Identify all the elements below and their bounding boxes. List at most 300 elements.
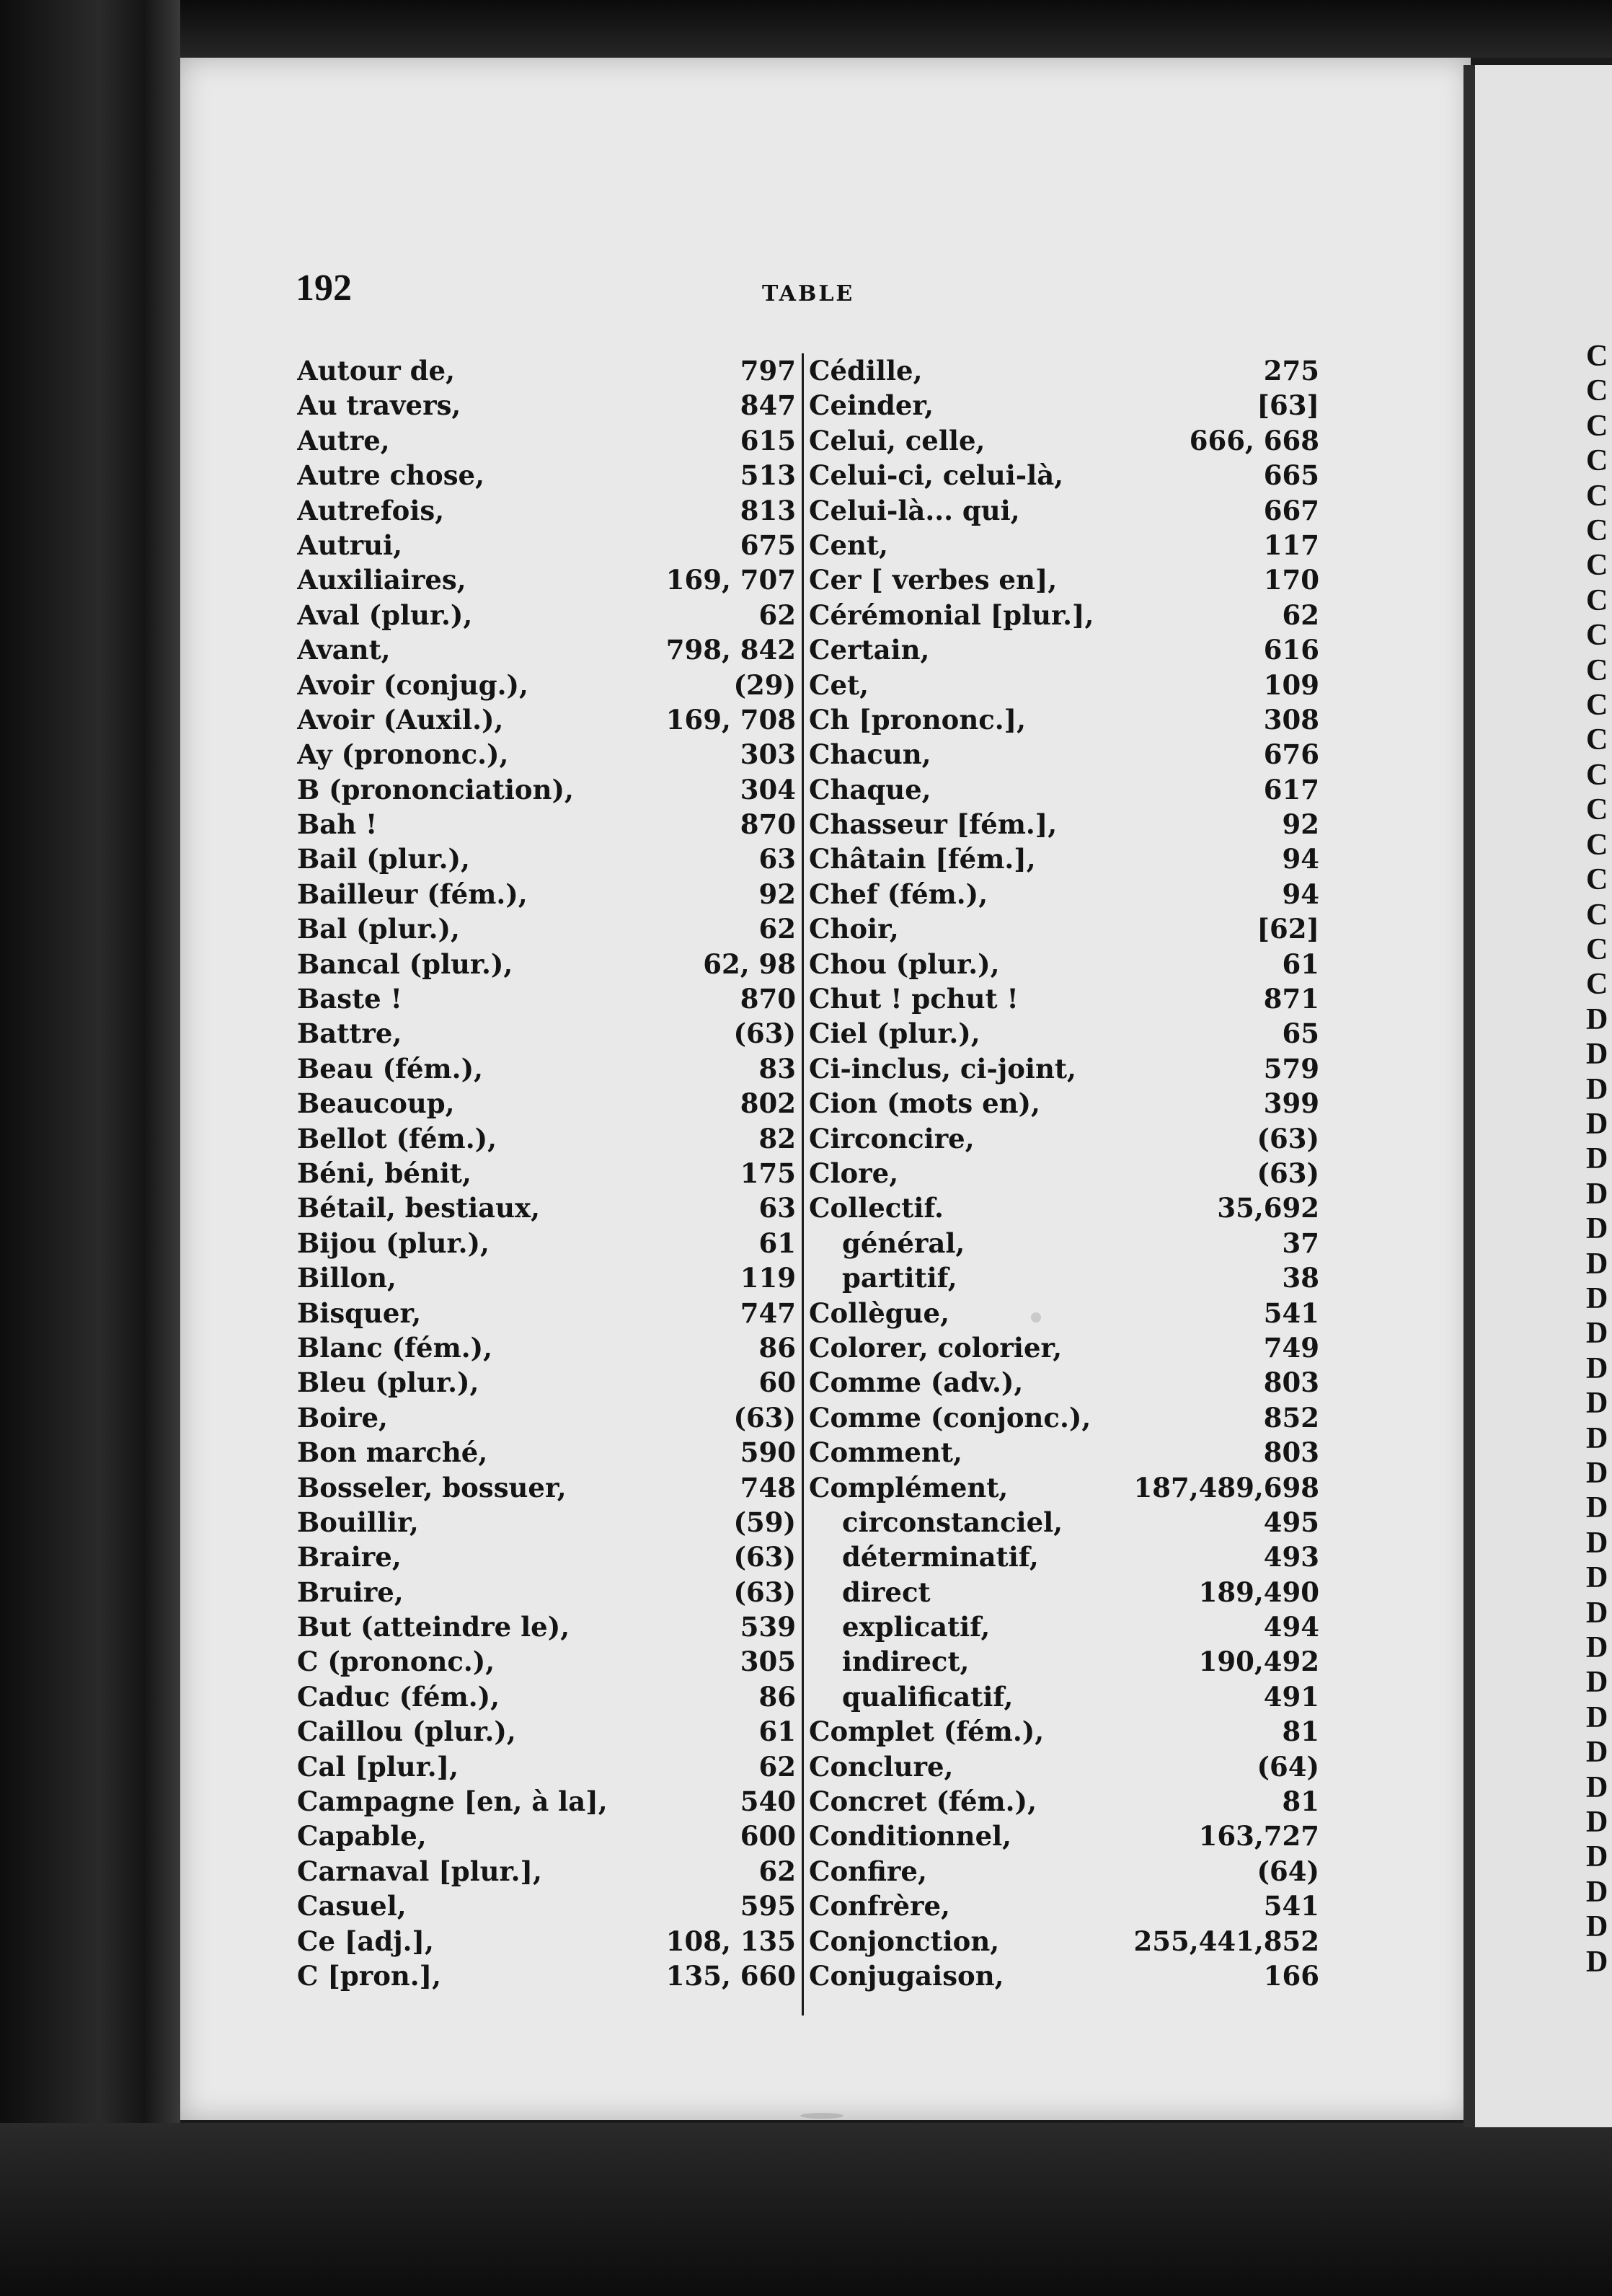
index-term: Celui-là... qui, bbox=[809, 494, 1020, 526]
index-term: Cion (mots en), bbox=[809, 1087, 1040, 1120]
index-page-refs: 81 bbox=[1282, 1716, 1319, 1748]
index-entry bbox=[809, 1889, 1319, 1923]
facing-page-letter: C bbox=[1586, 968, 1608, 1002]
index-page-refs: 62 bbox=[758, 1855, 796, 1887]
index-entry bbox=[297, 981, 796, 1016]
index-term: Battre, bbox=[297, 1017, 402, 1050]
index-page-refs: 399 bbox=[1263, 1087, 1319, 1120]
index-page-refs: 187,489,698 bbox=[1133, 1471, 1319, 1504]
index-page-refs: 600 bbox=[740, 1820, 796, 1853]
index-entry bbox=[297, 1435, 796, 1470]
index-entry bbox=[297, 1191, 796, 1225]
index-entry bbox=[809, 737, 1319, 772]
index-page-refs: 870 bbox=[740, 983, 796, 1015]
index-page-refs: 665 bbox=[1263, 459, 1319, 492]
index-entry bbox=[809, 1679, 1319, 1714]
facing-page-letter: D bbox=[1586, 1526, 1608, 1560]
ink-speck bbox=[800, 2113, 843, 2119]
index-term: Bouillir, bbox=[297, 1506, 419, 1538]
index-page-refs: 62 bbox=[1282, 599, 1319, 631]
index-page-refs: 802 bbox=[740, 1087, 796, 1120]
index-page-refs: 676 bbox=[1263, 738, 1319, 771]
index-term: Auxiliaires, bbox=[297, 564, 466, 596]
index-page-refs: 595 bbox=[740, 1890, 796, 1922]
index-term: circonstanciel, bbox=[842, 1506, 1063, 1538]
index-term: Conditionnel, bbox=[809, 1820, 1012, 1853]
index-page-refs: 617 bbox=[1263, 773, 1319, 805]
index-page-refs: 108, 135 bbox=[665, 1925, 796, 1957]
index-page-refs: 35,692 bbox=[1217, 1192, 1319, 1224]
facing-page-letter: C bbox=[1586, 828, 1608, 862]
index-page-refs: 813 bbox=[740, 494, 796, 526]
index-entry bbox=[809, 842, 1319, 876]
index-entry bbox=[297, 807, 796, 842]
facing-page-letter: C bbox=[1586, 863, 1608, 897]
index-entry bbox=[297, 1540, 796, 1574]
index-page-refs: 169, 708 bbox=[665, 703, 796, 736]
index-entry bbox=[809, 1575, 1319, 1610]
index-term: Confire, bbox=[809, 1855, 927, 1887]
index-entry bbox=[809, 493, 1319, 528]
index-entry bbox=[297, 1121, 796, 1156]
index-term: partitif, bbox=[842, 1262, 957, 1294]
index-entry bbox=[809, 911, 1319, 946]
index-page-refs: (29) bbox=[733, 668, 796, 701]
index-term: Capable, bbox=[297, 1820, 427, 1853]
index-term: Ciel (plur.), bbox=[809, 1017, 980, 1050]
facing-page-letter: D bbox=[1586, 1212, 1608, 1246]
index-entry bbox=[809, 1610, 1319, 1644]
index-term: Chou (plur.), bbox=[809, 948, 1000, 980]
index-term: Bellot (fém.), bbox=[297, 1122, 497, 1154]
facing-page-letter: C bbox=[1586, 689, 1608, 723]
index-term: Colorer, colorier, bbox=[809, 1331, 1063, 1364]
index-entry bbox=[297, 1400, 796, 1435]
facing-page-letter: D bbox=[1586, 1910, 1608, 1944]
index-term: explicatif, bbox=[842, 1611, 991, 1643]
index-term: Chut ! pchut ! bbox=[809, 983, 1019, 1015]
index-entry bbox=[809, 807, 1319, 842]
index-term: Ch [prononc.], bbox=[809, 703, 1027, 736]
index-term: C [pron.], bbox=[297, 1959, 442, 1992]
index-page-refs: 748 bbox=[740, 1471, 796, 1504]
film-border-top bbox=[0, 0, 1612, 58]
index-term: Bah ! bbox=[297, 808, 378, 841]
facing-page-letter: C bbox=[1586, 409, 1608, 443]
index-page-refs: (64) bbox=[1257, 1855, 1319, 1887]
index-page-refs: 491 bbox=[1263, 1680, 1319, 1713]
index-term: Casuel, bbox=[297, 1890, 407, 1922]
index-term: Aval (plur.), bbox=[297, 599, 473, 631]
index-page-refs: (63) bbox=[1257, 1157, 1319, 1189]
index-page-refs: 62, 98 bbox=[703, 948, 796, 980]
index-page-refs: 63 bbox=[758, 1192, 796, 1224]
index-page-refs: 675 bbox=[740, 529, 796, 561]
index-term: Confrère, bbox=[809, 1890, 950, 1922]
index-entry bbox=[809, 668, 1319, 702]
index-term: Concret (fém.), bbox=[809, 1785, 1037, 1818]
index-term: Bosseler, bossuer, bbox=[297, 1471, 567, 1504]
index-page-refs: 275 bbox=[1263, 355, 1319, 387]
facing-page-letter: C bbox=[1586, 932, 1608, 966]
facing-page-letter: D bbox=[1586, 1107, 1608, 1141]
index-entry bbox=[297, 1749, 796, 1784]
index-page-refs: 86 bbox=[758, 1331, 796, 1364]
index-entry bbox=[809, 598, 1319, 632]
facing-page-letter: D bbox=[1586, 1596, 1608, 1630]
index-term: Celui, celle, bbox=[809, 424, 986, 456]
index-page-refs: (59) bbox=[733, 1506, 796, 1538]
index-term: Carnaval [plur.], bbox=[297, 1855, 542, 1887]
index-entry bbox=[809, 1784, 1319, 1819]
index-column-right bbox=[809, 353, 1319, 1993]
index-entry bbox=[809, 1749, 1319, 1784]
index-term: Bon marché, bbox=[297, 1436, 488, 1469]
index-entry bbox=[297, 1714, 796, 1749]
index-entry bbox=[809, 947, 1319, 981]
index-page-refs: 94 bbox=[1282, 843, 1319, 875]
index-term: Braire, bbox=[297, 1541, 402, 1573]
index-entry bbox=[809, 1086, 1319, 1121]
index-entry bbox=[809, 423, 1319, 458]
index-term: Ci-inclus, ci-joint, bbox=[809, 1052, 1076, 1085]
facing-page-letter: D bbox=[1586, 1806, 1608, 1840]
index-entry bbox=[809, 702, 1319, 737]
index-page-refs: 847 bbox=[740, 389, 796, 422]
index-entry bbox=[809, 1365, 1319, 1400]
index-entry bbox=[297, 842, 796, 876]
facing-page-letter: D bbox=[1586, 1736, 1608, 1770]
index-term: Ce [adj.], bbox=[297, 1925, 434, 1957]
index-entry bbox=[297, 388, 796, 423]
index-entry bbox=[809, 1296, 1319, 1330]
facing-page-letter: C bbox=[1586, 723, 1608, 757]
index-entry bbox=[297, 528, 796, 562]
index-entry bbox=[297, 668, 796, 702]
index-page-refs: 170 bbox=[1263, 564, 1319, 596]
index-entry bbox=[809, 1260, 1319, 1295]
index-page-refs: 166 bbox=[1263, 1959, 1319, 1992]
column-divider bbox=[802, 353, 804, 2015]
index-term: Celui-ci, celui-là, bbox=[809, 459, 1064, 492]
index-term: Cédille, bbox=[809, 355, 923, 387]
index-entry bbox=[809, 1540, 1319, 1574]
index-page-refs: [63] bbox=[1257, 389, 1319, 422]
index-page-refs: 616 bbox=[1263, 634, 1319, 666]
index-entry bbox=[297, 1610, 796, 1644]
index-page-refs: 119 bbox=[740, 1262, 796, 1294]
index-page-refs: 61 bbox=[758, 1227, 796, 1259]
index-entry bbox=[809, 1156, 1319, 1191]
index-term: Ay (prononc.), bbox=[297, 738, 509, 771]
index-page-refs: 163,727 bbox=[1198, 1820, 1319, 1853]
index-page-refs: [62] bbox=[1257, 913, 1319, 945]
index-page-refs: 62 bbox=[758, 599, 796, 631]
index-term: Autre chose, bbox=[297, 459, 484, 492]
facing-page-letter: D bbox=[1586, 1561, 1608, 1595]
index-entry bbox=[297, 1086, 796, 1121]
facing-page-letter: D bbox=[1586, 1002, 1608, 1036]
facing-page-letter: D bbox=[1586, 1421, 1608, 1455]
index-page-refs: (64) bbox=[1257, 1750, 1319, 1783]
index-page-refs: 65 bbox=[1282, 1017, 1319, 1050]
index-page-refs: 82 bbox=[758, 1122, 796, 1154]
index-entry bbox=[809, 1505, 1319, 1540]
index-entry bbox=[297, 1679, 796, 1714]
index-entry bbox=[809, 1959, 1319, 1993]
index-entry bbox=[297, 1889, 796, 1923]
facing-page-letter: D bbox=[1586, 1770, 1608, 1804]
index-page-refs: 871 bbox=[1263, 983, 1319, 1015]
facing-page-letter: D bbox=[1586, 1875, 1608, 1909]
index-page-refs: 61 bbox=[1282, 948, 1319, 980]
index-page-refs: 495 bbox=[1263, 1506, 1319, 1538]
index-page-refs: 190,492 bbox=[1198, 1646, 1319, 1678]
index-page-refs: 255,441,852 bbox=[1133, 1925, 1319, 1957]
index-term: C (prononc.), bbox=[297, 1646, 495, 1678]
index-page-refs: 92 bbox=[758, 878, 796, 910]
facing-page-letter: C bbox=[1586, 514, 1608, 548]
index-term: qualificatif, bbox=[842, 1680, 1014, 1713]
index-page-refs: 92 bbox=[1282, 808, 1319, 841]
running-title: TABLE bbox=[762, 281, 855, 306]
facing-page-letter: D bbox=[1586, 1491, 1608, 1525]
facing-page-letter: D bbox=[1586, 1457, 1608, 1490]
index-entry bbox=[809, 388, 1319, 423]
index-term: Autre, bbox=[297, 424, 390, 456]
facing-page-letter: D bbox=[1586, 1631, 1608, 1665]
index-term: Bruire, bbox=[297, 1576, 404, 1608]
index-entry bbox=[297, 1226, 796, 1260]
index-entry bbox=[297, 1470, 796, 1505]
index-page-refs: 803 bbox=[1263, 1436, 1319, 1469]
index-entry bbox=[809, 1016, 1319, 1051]
index-entry bbox=[809, 1470, 1319, 1505]
facing-page-letter: D bbox=[1586, 1177, 1608, 1211]
index-page-refs: 169, 707 bbox=[665, 564, 796, 596]
index-entry bbox=[809, 562, 1319, 597]
index-term: Certain, bbox=[809, 634, 930, 666]
index-page-refs: 62 bbox=[758, 1750, 796, 1783]
index-entry bbox=[297, 458, 796, 493]
index-page-refs: 60 bbox=[758, 1366, 796, 1399]
facing-page-letter: D bbox=[1586, 1666, 1608, 1700]
index-term: Collègue, bbox=[809, 1297, 949, 1329]
index-page-refs: (63) bbox=[733, 1541, 796, 1573]
index-term: Blanc (fém.), bbox=[297, 1331, 492, 1364]
index-term: Choir, bbox=[809, 913, 899, 945]
index-term: Cer [ verbes en], bbox=[809, 564, 1058, 596]
film-border-bottom bbox=[0, 2123, 1612, 2296]
index-page-refs: 797 bbox=[740, 355, 796, 387]
facing-page-letter: C bbox=[1586, 793, 1608, 827]
index-entry bbox=[809, 1226, 1319, 1260]
index-page-refs: 513 bbox=[740, 459, 796, 492]
index-page-refs: 94 bbox=[1282, 878, 1319, 910]
index-term: Châtain [fém.], bbox=[809, 843, 1036, 875]
facing-page-letter: C bbox=[1586, 374, 1608, 408]
index-term: Clore, bbox=[809, 1157, 899, 1189]
index-page-refs: (63) bbox=[733, 1401, 796, 1434]
index-entry bbox=[297, 1575, 796, 1610]
page-gutter bbox=[1463, 65, 1475, 2127]
index-page-refs: 135, 660 bbox=[665, 1959, 796, 1992]
index-entry bbox=[297, 423, 796, 458]
index-entry bbox=[297, 632, 796, 667]
index-entry bbox=[809, 1330, 1319, 1365]
index-page-refs: 86 bbox=[758, 1680, 796, 1713]
index-page-refs: 304 bbox=[740, 773, 796, 805]
index-page-refs: 38 bbox=[1282, 1262, 1319, 1294]
facing-page-letter: C bbox=[1586, 619, 1608, 653]
index-entry bbox=[809, 877, 1319, 911]
index-entry bbox=[297, 1156, 796, 1191]
index-entry bbox=[809, 528, 1319, 562]
index-term: Autour de, bbox=[297, 355, 455, 387]
index-entry bbox=[809, 353, 1319, 388]
index-page-refs: 540 bbox=[740, 1785, 796, 1818]
index-page-refs: 63 bbox=[758, 843, 796, 875]
index-entry bbox=[297, 947, 796, 981]
index-term: déterminatif, bbox=[842, 1541, 1039, 1573]
index-page-refs: 303 bbox=[740, 738, 796, 771]
index-term: Billon, bbox=[297, 1262, 397, 1294]
index-page-refs: (63) bbox=[1257, 1122, 1319, 1154]
index-page-refs: 61 bbox=[758, 1716, 796, 1748]
index-entry bbox=[809, 1435, 1319, 1470]
index-entry bbox=[297, 1784, 796, 1819]
index-page-refs: 83 bbox=[758, 1052, 796, 1085]
index-term: Conjonction, bbox=[809, 1925, 1000, 1957]
index-page-refs: 175 bbox=[740, 1157, 796, 1189]
facing-page-letter: C bbox=[1586, 898, 1608, 932]
index-term: Collectif. bbox=[809, 1192, 944, 1224]
facing-page-letter: D bbox=[1586, 1700, 1608, 1734]
index-term: Bal (plur.), bbox=[297, 913, 460, 945]
index-entry bbox=[297, 737, 796, 772]
facing-page-letter: D bbox=[1586, 1317, 1608, 1351]
index-term: Chasseur [fém.], bbox=[809, 808, 1058, 841]
index-page-refs: 852 bbox=[1263, 1401, 1319, 1434]
index-term: Avant, bbox=[297, 634, 391, 666]
index-page-refs: 803 bbox=[1263, 1366, 1319, 1399]
index-entry bbox=[297, 1330, 796, 1365]
index-page-refs: 494 bbox=[1263, 1611, 1319, 1643]
index-term: Comment, bbox=[809, 1436, 962, 1469]
index-entry bbox=[297, 1365, 796, 1400]
index-page-refs: 798, 842 bbox=[665, 634, 796, 666]
index-term: Chacun, bbox=[809, 738, 931, 771]
index-term: Avoir (Auxil.), bbox=[297, 703, 504, 736]
index-entry bbox=[297, 1854, 796, 1889]
index-term: indirect, bbox=[842, 1646, 970, 1678]
index-entry bbox=[297, 1505, 796, 1540]
index-entry bbox=[297, 353, 796, 388]
facing-page-letter: C bbox=[1586, 479, 1608, 513]
index-entry bbox=[297, 1924, 796, 1959]
index-page-refs: 749 bbox=[1263, 1331, 1319, 1364]
index-term: Bailleur (fém.), bbox=[297, 878, 528, 910]
facing-page-letter: D bbox=[1586, 1247, 1608, 1281]
index-term: Caduc (fém.), bbox=[297, 1680, 500, 1713]
index-entry bbox=[297, 598, 796, 632]
index-term: Circoncire, bbox=[809, 1122, 975, 1154]
index-entry bbox=[297, 1051, 796, 1086]
index-term: Autrui, bbox=[297, 529, 403, 561]
facing-page-letters bbox=[1586, 339, 1612, 1979]
index-page-refs: (63) bbox=[733, 1576, 796, 1608]
index-entry bbox=[297, 1016, 796, 1051]
index-term: Bail (plur.), bbox=[297, 843, 470, 875]
index-page-refs: 37 bbox=[1282, 1227, 1319, 1259]
facing-page-letter: D bbox=[1586, 1945, 1608, 1979]
index-term: Caillou (plur.), bbox=[297, 1716, 516, 1748]
index-term: Conclure, bbox=[809, 1750, 954, 1783]
index-term: Ceinder, bbox=[809, 389, 934, 422]
index-page-refs: 109 bbox=[1263, 668, 1319, 701]
index-term: Comme (conjonc.), bbox=[809, 1401, 1091, 1434]
index-term: Bisquer, bbox=[297, 1297, 422, 1329]
index-entry bbox=[809, 1854, 1319, 1889]
index-term: Bétail, bestiaux, bbox=[297, 1192, 540, 1224]
index-term: Beau (fém.), bbox=[297, 1052, 483, 1085]
index-entry bbox=[809, 1400, 1319, 1435]
index-page-refs: 541 bbox=[1263, 1297, 1319, 1329]
index-term: Autrefois, bbox=[297, 494, 445, 526]
index-entry bbox=[297, 493, 796, 528]
facing-page-letter: C bbox=[1586, 583, 1608, 617]
facing-page-letter: C bbox=[1586, 340, 1608, 373]
index-term: Bijou (plur.), bbox=[297, 1227, 490, 1259]
facing-page-letter: C bbox=[1586, 653, 1608, 687]
facing-page-letter: C bbox=[1586, 758, 1608, 792]
index-term: Cérémonial [plur.], bbox=[809, 599, 1094, 631]
index-page-refs: 62 bbox=[758, 913, 796, 945]
index-term: Chaque, bbox=[809, 773, 931, 805]
index-page-refs: 870 bbox=[740, 808, 796, 841]
page-number: 192 bbox=[296, 268, 352, 309]
index-page-refs: (63) bbox=[733, 1017, 796, 1050]
index-page-refs: 81 bbox=[1282, 1785, 1319, 1818]
index-entry bbox=[297, 1296, 796, 1330]
index-entry bbox=[297, 1959, 796, 1993]
index-term: But (atteindre le), bbox=[297, 1611, 570, 1643]
index-entry bbox=[809, 1714, 1319, 1749]
facing-page-letter: D bbox=[1586, 1142, 1608, 1176]
index-term: Cent, bbox=[809, 529, 888, 561]
index-term: Bancal (plur.), bbox=[297, 948, 513, 980]
index-page-refs: 667 bbox=[1263, 494, 1319, 526]
index-column-left bbox=[297, 353, 796, 1993]
index-entry bbox=[809, 632, 1319, 667]
index-entry bbox=[809, 1051, 1319, 1086]
index-term: Conjugaison, bbox=[809, 1959, 1004, 1992]
film-border-left bbox=[0, 0, 180, 2296]
index-term: Au travers, bbox=[297, 389, 461, 422]
index-page-refs: 493 bbox=[1263, 1541, 1319, 1573]
index-page-refs: 189,490 bbox=[1198, 1576, 1319, 1608]
index-entry bbox=[809, 1191, 1319, 1225]
index-entry bbox=[809, 1644, 1319, 1679]
index-entry bbox=[809, 1924, 1319, 1959]
facing-page-letter: D bbox=[1586, 1387, 1608, 1421]
facing-page-letter: C bbox=[1586, 549, 1608, 583]
index-term: Cet, bbox=[809, 668, 869, 701]
index-term: direct bbox=[842, 1576, 931, 1608]
facing-page-letter: D bbox=[1586, 1038, 1608, 1072]
index-entry bbox=[297, 1644, 796, 1679]
index-term: Boire, bbox=[297, 1401, 388, 1434]
